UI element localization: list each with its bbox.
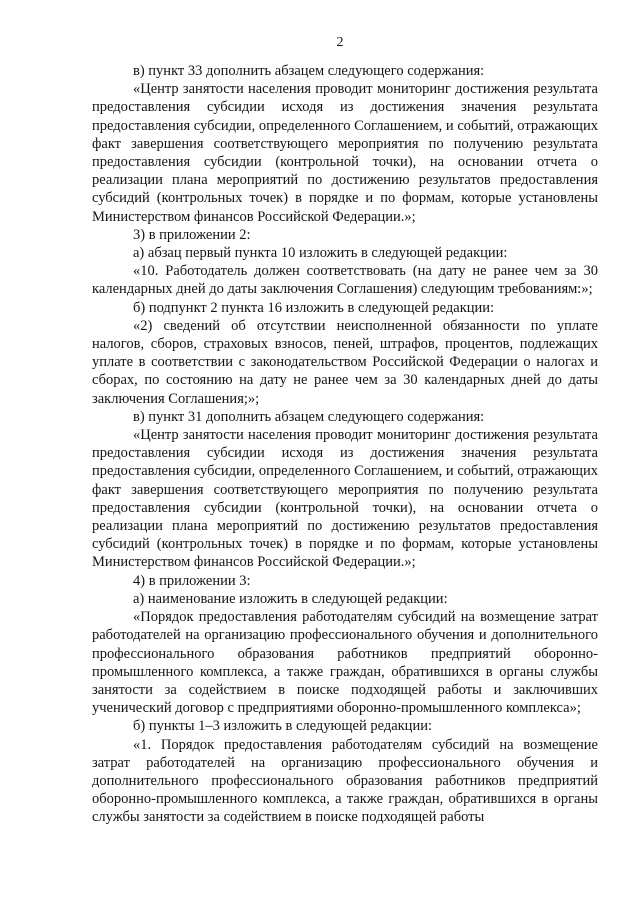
amendment-point-10: а) абзац первый пункта 10 изложить в следующей редакции: [133,245,508,262]
amendment-point-31: в) пункт 31 дополнить абзацем следующего содержания: [133,408,485,425]
clause-1-text: «1. Порядок предоставления работодателям субсидий на возмещение затрат работодателей на организацию профессионального обучения и дополнительного профессионального образования работников предприятий оборонно-промышленного комплекса, а также граждан, обратившихся в органы службы занятости за содействием в поиске подходящей работы [92,736,598,826]
clause-10-text: «10. Работодатель должен соответствовать (на дату не ранее чем за 30 календарных дней до даты заключения Соглашения) следующим требованиям:»; [92,263,598,298]
appendix-3-heading: 4) в приложении 3: [133,572,251,589]
clause-16-text: «2) сведений об отсутствии неисполненной обязанности по уплате налогов, сборов, страховых взносов, пеней, штрафов, процентов, подлежащих уплате в соответствии с законодательством Российской Федерации о налогах и сборах, по состоянию на дату не ранее чем за 30 календарных дней до даты заключения Соглашения;»; [92,317,598,407]
page-number: 2 [336,35,344,50]
appendix-2-heading: 3) в приложении 2: [133,226,251,243]
amendment-point-33: в) пункт 33 дополнить абзацем следующего содержания: [133,63,485,79]
monitoring-clause-33: «Центр занятости населения проводит мониторинг достижения результата предоставления субсидии исходя из достижения значения результата предоставления субсидии, определенного Соглашением, и событий, отражающих факт завершения соответствующего мероприятия по получению результата предоставления субсидии (контрольной точки), на основании отчета о реализации плана мероприятий по достижению результатов предоставления субсидий (контрольных точек) в порядке и по формам, которые установлены Министерством финансов Российской Федерации.»; [92,81,598,225]
monitoring-clause-31: «Центр занятости населения проводит мониторинг достижения результата предоставления субсидии исходя из достижения значения результата предоставления субсидии, определенного Соглашением, и событий, отражающих факт завершения соответствующего мероприятия по получению результата предоставления субсидии (контрольной точки), на основании отчета о реализации плана мероприятий по достижению результатов предоставления субсидий (контрольных точек) в порядке и по формам, которые установлены Министерством финансов Российской Федерации.»; [92,427,598,571]
title-text: «Порядок предоставления работодателям субсидий на возмещение затрат работодателей на организацию профессионального обучения и дополнительного профессионального образования работников предприятий оборонно-промышленного комплекса, а также граждан, обратившихся в органы службы занятости за содействием в поиске подходящей работы и заключивших ученический договор с предприятиями оборонно-промышленного комплекса»; [92,609,598,717]
document-body [92,62,598,827]
amendment-title: а) наименование изложить в следующей редакции: [133,590,448,607]
amendment-points-1-3: б) пункты 1–3 изложить в следующей редакции: [133,718,432,735]
amendment-point-16: б) подпункт 2 пункта 16 изложить в следующей редакции: [133,299,495,316]
